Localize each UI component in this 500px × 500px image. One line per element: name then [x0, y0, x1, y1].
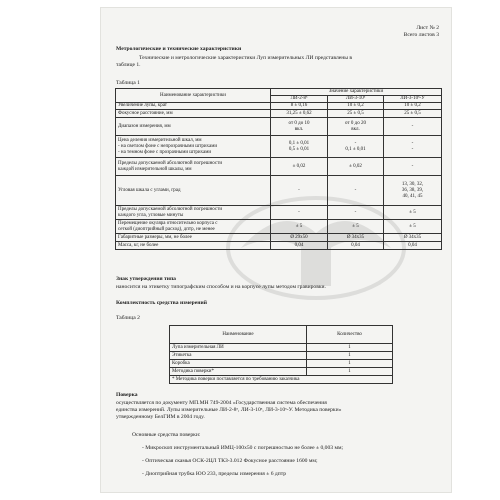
table1-row-value — [384, 136, 442, 158]
table1-row-value — [384, 234, 442, 242]
table2-item-qty: 1 — [307, 360, 393, 368]
table1-name-line: Фокусное расстояние, мм — [118, 110, 173, 116]
means-item: - Оптическая скамья ОСК-2ЦЛ ТКЗ-3.012 Фокусное расстояние 1600 мм; — [142, 458, 318, 464]
table1-name-line: - на светлом фоне с непрозрачными штрихами — [118, 143, 218, 149]
table2-row — [170, 368, 393, 376]
table1-name-line: каждого угла, угловые минуты — [118, 212, 184, 218]
table1-row-value — [328, 103, 384, 110]
table1-row-name — [116, 220, 271, 234]
document-page — [100, 7, 452, 493]
table2-row — [170, 352, 393, 360]
table1-value-line: - — [411, 140, 414, 146]
table1-name-line: сеткой (диоптрийный расход), дптр, не менее — [118, 226, 215, 232]
table1-row-name — [116, 242, 271, 250]
sign-title: Знак утверждения типа — [116, 276, 176, 282]
table1-row — [116, 176, 442, 206]
table1-row — [116, 103, 442, 110]
table2-header-qty: Количество — [307, 326, 393, 344]
table1-value-line: 31,25 ± 0,62 — [286, 110, 312, 116]
table1-value-line: ± 5 — [409, 223, 416, 229]
table1-row-value — [271, 118, 328, 136]
table1-row-value — [271, 206, 328, 220]
completeness-table — [169, 325, 393, 384]
verification-title: Поверка — [116, 392, 138, 398]
table2-row — [170, 344, 393, 352]
table1-row-name — [116, 234, 271, 242]
table1-row — [116, 136, 442, 158]
table1-row — [116, 242, 442, 250]
table1-value-line: от 0 до 20 — [345, 120, 366, 126]
table1-row-value — [328, 234, 384, 242]
table1-row-value — [384, 242, 442, 250]
table1-name-line: Масса, кг, не более — [118, 242, 159, 248]
table2-header-name: Наименование — [170, 326, 307, 344]
table1-value-line: - — [298, 187, 300, 193]
table1-value-line: 0,04 — [351, 242, 360, 248]
intro-line-2: таблице 1. — [116, 62, 141, 68]
table1-row-value — [271, 176, 328, 206]
table1-value-line: 10 ± 0,2 — [347, 103, 364, 108]
table1-row-value — [384, 118, 442, 136]
table1-row-value — [271, 158, 328, 176]
table1-row-name — [116, 206, 271, 220]
table1-value-line: ± 0,02 — [292, 163, 306, 169]
table1-value-line: 0,04 — [294, 242, 304, 248]
table1-row-value — [271, 103, 328, 110]
table1-row-name — [116, 118, 271, 136]
table1-body — [116, 103, 442, 250]
table1-value-line: ± 5 — [409, 209, 416, 215]
verification-line-2: единства измерений. Лупы измерительные ЛИ-2-8ˣ, ЛИ-3-10ˣ, ЛИ-3-10ˣ-У. Методика поверки» — [116, 407, 342, 413]
characteristics-table — [115, 88, 442, 250]
table1-value-line: 0,1 ± 0,01 — [288, 140, 310, 146]
table1-value-line: ± 5 — [295, 223, 303, 229]
table1-row-value — [328, 242, 384, 250]
table2-item-qty: 1 — [307, 344, 393, 352]
table2-body — [170, 344, 393, 376]
table1-value-line: 0,5 ± 0,01 — [288, 146, 310, 152]
table1-row-value — [271, 242, 328, 250]
table1-name-line: Цена деления измерительной шкал, мм — [118, 137, 202, 143]
table1-value-line: - — [354, 187, 357, 193]
table1-value-line: Ø 29х50 — [290, 234, 308, 240]
table2-item-qty: 1 — [307, 368, 393, 376]
verification-line-1: осуществляется по документу МП.МН 749-2004 «Государственная система обеспечения — [116, 400, 327, 406]
table1-value-line: от 0 до 10 — [288, 120, 310, 126]
table1-row-value — [271, 110, 328, 118]
table2-row — [170, 360, 393, 368]
section-title-completeness: Комплектность средства измерений — [116, 300, 207, 306]
table1-value-line: Ø 34х35 — [346, 234, 365, 240]
table1-row-name — [116, 110, 271, 118]
table1-row-value — [271, 136, 328, 158]
table1-name-line: - на темном фоне с прозрачными штрихами — [118, 149, 212, 155]
table2-item-name: Коробка — [170, 360, 307, 368]
table1-name-line: Перемещение окуляра относительно корпуса с — [118, 220, 218, 226]
table1-value-line: вкл. — [351, 126, 360, 132]
table1-row-value — [328, 206, 384, 220]
table1-row-value — [328, 220, 384, 234]
intro-line-1: Технические и метрологические характеристики Луп измерительных ЛИ представлены в — [139, 55, 353, 61]
table1-row-value — [384, 110, 442, 118]
means-item: - Микроскоп инструментальный ИМЦ-100х50 с погрешностью не более ± 0,003 мм; — [142, 445, 344, 451]
table1-row-value — [384, 158, 442, 176]
table1-value-line: 10 ± 0,2 — [404, 103, 421, 108]
table1-row-name — [116, 103, 271, 110]
sheet-number: Лист № 2 — [416, 25, 439, 31]
sign-text: наносится на этикетку типографским способом и на корпусе лупы методом гравировки. — [116, 284, 326, 290]
table1-name-line: Диапазон измерения, мм — [118, 123, 171, 129]
table1-row-value — [271, 234, 328, 242]
table1-row — [116, 234, 442, 242]
table1-row — [116, 110, 442, 118]
table2-note: * Методика поверки поставляется по требованию заказчика — [170, 376, 393, 384]
table2-caption: Таблица 2 — [116, 315, 140, 321]
table1-model: ЛИ-3-10ˣ-У — [384, 96, 442, 103]
verification-line-3: утвержденному БелГИМ в 2004 году. — [116, 414, 205, 420]
table1-row-value — [328, 176, 384, 206]
table1-value-line: - — [411, 163, 414, 169]
table1-row-value — [384, 206, 442, 220]
table1-value-line: Ø 34х35 — [403, 234, 422, 240]
table1-name-line: Пределы допускаемой абсолютной погрешности — [118, 160, 222, 166]
table1-value-line: 25 ± 0,5 — [347, 110, 364, 116]
table1-value-line: - — [411, 146, 414, 152]
table1-value-line: - — [354, 209, 357, 215]
table1-model: ЛИ-3-10ˣ — [328, 96, 384, 103]
table1-value-line: 13, 30, 32, — [401, 181, 424, 187]
table1-model: ЛИ-2-8ˣ — [271, 96, 328, 103]
table1-row-value — [328, 158, 384, 176]
table1-value-line: 40, 41, 45 — [402, 193, 423, 199]
table1-row-value — [328, 118, 384, 136]
table1-value-line: 36, 38, 39, — [401, 187, 424, 193]
table1-name-line: Увеличение лупы, крат — [118, 103, 167, 108]
table1-name-line: Габаритные размеры, мм, не более — [118, 234, 192, 240]
table1-value-line: ± 0,02 — [349, 163, 362, 169]
table1-value-line: 8 ± 0,16 — [290, 103, 308, 108]
table1-value-line: 25 ± 0,5 — [404, 110, 421, 116]
table1-row-value — [328, 136, 384, 158]
table1-value-line: ± 5 — [352, 223, 359, 229]
table1-name-line: каждой измерительной шкалы, мм — [118, 166, 192, 172]
table1-value-line: - — [354, 140, 357, 146]
table1-row-name — [116, 176, 271, 206]
table1-value-line: 0,1 ± 0,01 — [345, 146, 366, 152]
table2-item-name: Этикетка — [170, 352, 307, 360]
table1-row — [116, 118, 442, 136]
table1-row-value — [384, 220, 442, 234]
sheet-total: Всего листов 3 — [403, 32, 439, 38]
table1-row-value — [271, 220, 328, 234]
table1-name-line: Пределы допускаемой абсолютной погрешности — [118, 206, 222, 212]
table1-row-value — [384, 103, 442, 110]
table2-item-name: Методика поверки* — [170, 368, 307, 376]
means-title: Основные средства поверки: — [132, 432, 201, 438]
means-list — [142, 445, 343, 478]
table1-value-line: - — [411, 123, 414, 129]
means-item: - Диоптрийная трубка ЮО 233, пределы измерения ± 6 дптр — [142, 471, 287, 477]
table1-value-line: - — [298, 209, 300, 215]
table1-row — [116, 220, 442, 234]
table1-row — [116, 158, 442, 176]
table1-value-line: вкл. — [294, 126, 304, 132]
table1-value-header: Значение характеристики — [271, 89, 442, 96]
section-title-characteristics: Метрологические и технические характеристики — [116, 46, 242, 52]
table2-item-qty: 1 — [307, 352, 393, 360]
table1-row-value — [384, 176, 442, 206]
table2-item-name: Лупа измерительная ЛИ — [170, 344, 307, 352]
table1-name-line: Угловая шкала с углами, град — [118, 187, 181, 193]
table1-row-name — [116, 158, 271, 176]
table1-row-value — [328, 110, 384, 118]
table1-row — [116, 206, 442, 220]
table1-name-header: Наименование характеристики — [116, 89, 271, 103]
table1-caption: Таблица 1 — [116, 80, 140, 86]
table1-value-line: 0,04 — [408, 242, 417, 248]
table1-row-name — [116, 136, 271, 158]
